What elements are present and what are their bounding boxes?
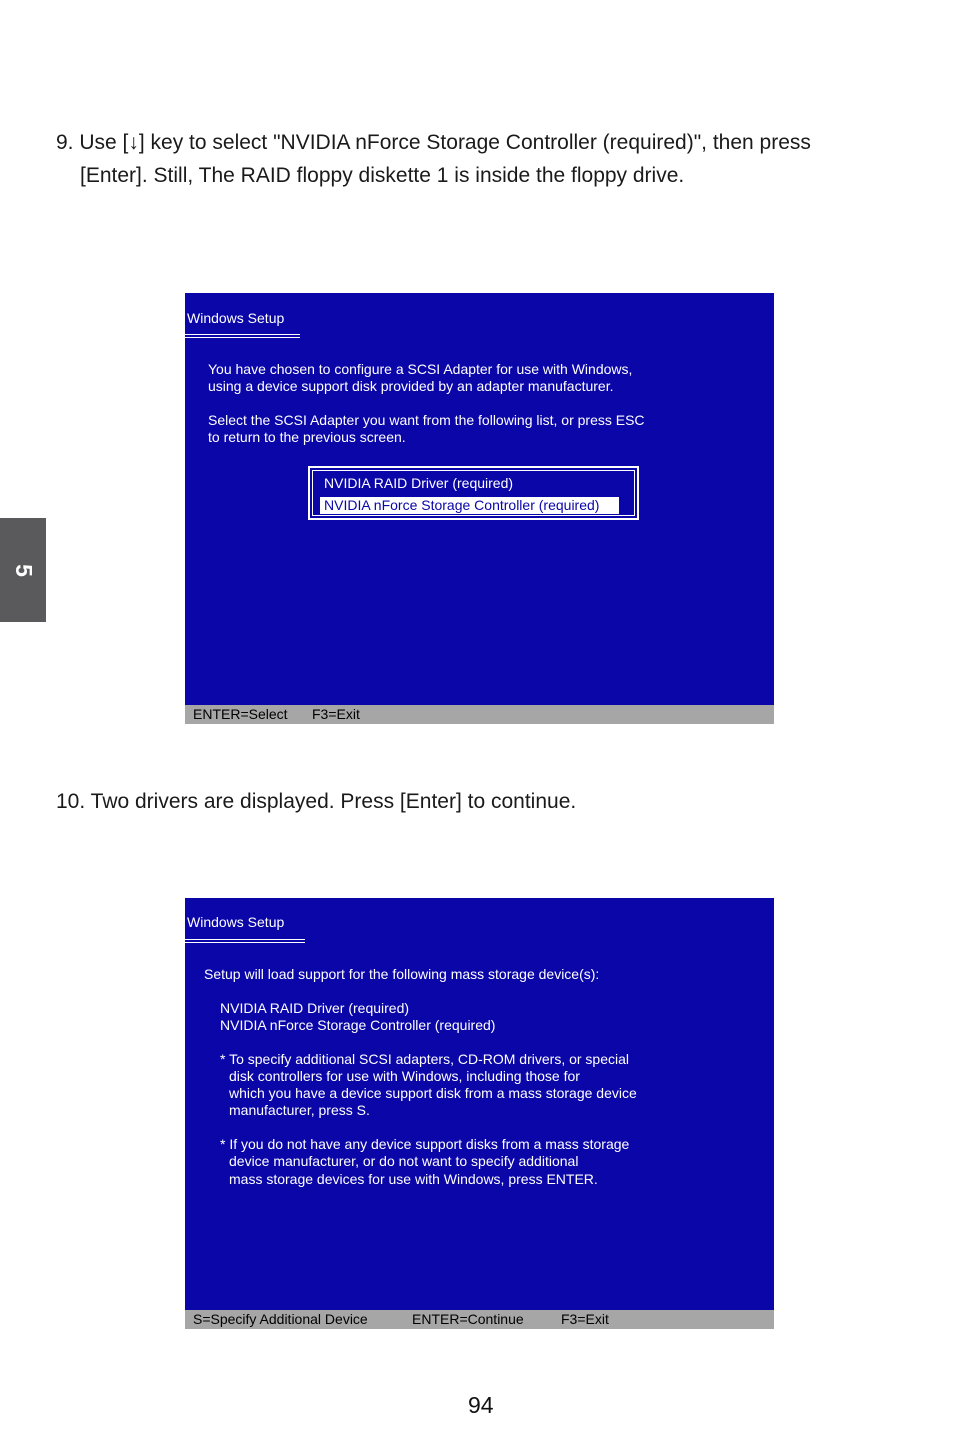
- windows-setup-screen-confirm-drivers: [185, 898, 774, 1329]
- note-2-line-1: * If you do not have any device support disks from a mass storage: [220, 1136, 630, 1152]
- instruction-line-2: to return to the previous screen.: [208, 429, 406, 445]
- list-item-raid-driver[interactable]: NVIDIA RAID Driver (required): [324, 475, 514, 491]
- step-9-instruction: [56, 126, 811, 192]
- note-1-line-1: * To specify additional SCSI adapters, CD-ROM drivers, or special: [220, 1051, 630, 1067]
- screen-title: Windows Setup: [187, 914, 285, 930]
- page-number: 94: [468, 1392, 494, 1418]
- title-underline: [185, 939, 305, 943]
- status-f3-exit: F3=Exit: [561, 1311, 609, 1327]
- step-10-instruction: [56, 785, 576, 818]
- intro-text: Setup will load support for the following mass storage device(s):: [204, 966, 600, 982]
- intro-line-2: using a device support disk provided by an adapter manufacturer.: [208, 378, 614, 394]
- driver-raid: NVIDIA RAID Driver (required): [220, 1000, 410, 1016]
- instruction-line-1: Select the SCSI Adapter you want from the following list, or press ESC: [208, 412, 645, 428]
- status-f3-exit: F3=Exit: [312, 706, 360, 722]
- note-1-line-2: disk controllers for use with Windows, including those for: [229, 1068, 580, 1084]
- windows-setup-screen-select-adapter: [185, 293, 774, 724]
- status-bar: [185, 1310, 774, 1329]
- adapter-list[interactable]: [308, 466, 639, 520]
- intro-line-1: You have chosen to configure a SCSI Adapter for use with Windows,: [208, 361, 633, 377]
- status-enter-continue: ENTER=Continue: [412, 1311, 524, 1327]
- note-1-line-4: manufacturer, press S.: [229, 1102, 370, 1118]
- status-specify-device: S=Specify Additional Device: [193, 1311, 368, 1327]
- note-2-line-3: mass storage devices for use with Windows, press ENTER.: [229, 1171, 598, 1187]
- step-9-line-1: 9. Use [↓] key to select "NVIDIA nForce Storage Controller (required)", then press: [56, 131, 811, 154]
- status-bar: [185, 705, 774, 724]
- note-2-line-2: device manufacturer, or do not want to specify additional: [229, 1153, 579, 1169]
- chapter-number: 5: [10, 563, 37, 577]
- step-9-line-2: [Enter]. Still, The RAID floppy diskette 1 is inside the floppy drive.: [80, 164, 685, 187]
- status-enter-select: ENTER=Select: [193, 706, 288, 722]
- chapter-tab: [0, 518, 46, 622]
- title-underline: [185, 334, 300, 338]
- driver-storage-controller: NVIDIA nForce Storage Controller (required): [220, 1017, 496, 1033]
- step-10-line-1: 10. Two drivers are displayed. Press [Enter] to continue.: [56, 790, 577, 813]
- note-1-line-3: which you have a device support disk from a mass storage device: [229, 1085, 637, 1101]
- list-item-storage-controller-selected[interactable]: NVIDIA nForce Storage Controller (required): [320, 497, 619, 514]
- screen-title: Windows Setup: [187, 310, 285, 326]
